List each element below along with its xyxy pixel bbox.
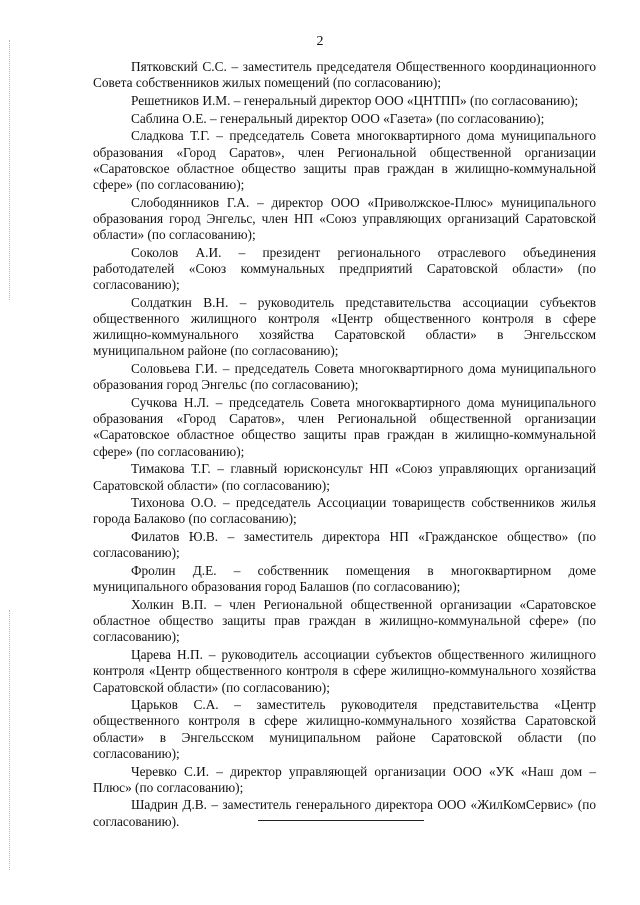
list-item: Решетников И.М. – генеральный директор ООО «ЦНТПП» (по согласованию); xyxy=(131,92,579,108)
list-item: Саблина О.Е. – генеральный директор ООО «Газета» (по согласованию); xyxy=(131,110,545,126)
list-item: Слободянников Г.А. – директор ООО «Приволжское-Плюс» муниципального образования город Энгельс, член НП «Союз управляющих организаций Саратовской области» (по согласованию); xyxy=(93,194,596,243)
list-item: Фролин Д.Е. – собственник помещения в многоквартирном доме муниципального образования город Балашов (по согласованию); xyxy=(93,563,596,595)
list-item: Холкин В.П. – член Региональной общественной организации «Саратовское областное общество защиты прав граждан в жилищно-коммунальной сфере» (по согласованию); xyxy=(93,597,596,645)
list-item: Соловьева Г.И. – председатель Совета многоквартирного дома муниципального образования город Энгельс (по согласованию); xyxy=(93,361,596,393)
list-item: Соколов А.И. – президент регионального отраслевого объединения работодателей «Союз коммунальных предприятий Саратовской области» (по согласованию); xyxy=(93,244,596,293)
list-item: Тихонова О.О. – председатель Ассоциации товариществ собственников жилья города Балаково (по согласованию); xyxy=(93,495,596,527)
list-item: Шадрин Д.В. – заместитель генерального директора ООО «ЖилКомСервис» (по согласованию). xyxy=(93,797,596,829)
scan-margin-mark xyxy=(9,610,10,870)
end-separator-line xyxy=(258,820,424,821)
list-item: Царьков С.А. – заместитель руководителя представительства «Центр общественного контроля в сфере жилищно-коммунального хозяйства Саратовской области» в Энгельсском муниципальном районе Саратовской области (по согласованию); xyxy=(93,697,596,761)
members-list xyxy=(93,59,596,831)
list-item: Царева Н.П. – руководитель ассоциации субъектов общественного жилищного контроля «Центр общественного контроля в сфере жилищно-коммунального хозяйства Саратовской области» (по согласованию); xyxy=(93,647,596,695)
list-item: Пятковский С.С. – заместитель председателя Общественного координационного Совета собственников жилых помещений (по согласованию); xyxy=(93,59,596,91)
list-item: Сучкова Н.Л. – председатель Совета многоквартирного дома муниципального образования «Город Саратов», член Региональной общественной организации «Саратовское областное общество защиты прав граждан в жилищно-коммунальной сфере» (по согласованию); xyxy=(93,395,596,459)
list-item: Черевко С.И. – директор управляющей организации ООО «УК «Наш дом – Плюс» (по согласованию); xyxy=(93,763,596,795)
scan-margin-mark xyxy=(9,40,10,300)
page-number: 2 xyxy=(316,34,324,49)
list-item: Сладкова Т.Г. – председатель Совета многоквартирного дома муниципального образования «Город Саратов», член Региональной общественной организации «Саратовское областное общество защиты прав граждан в жилищно-коммунальной сфере» (по согласованию); xyxy=(93,128,596,192)
list-item: Тимакова Т.Г. – главный юрисконсульт НП «Союз управляющих организаций Саратовской области» (по согласованию); xyxy=(93,461,596,493)
list-item: Солдаткин В.Н. – руководитель представительства ассоциации субъектов общественного жилищного контроля «Центр общественного контроля в сфере жилищно-коммунального хозяйства Саратовской области» в Энгельсском муниципальном районе (по согласованию); xyxy=(93,294,596,359)
list-item: Филатов Ю.В. – заместитель директора НП «Гражданское общество» (по согласованию); xyxy=(93,529,596,561)
